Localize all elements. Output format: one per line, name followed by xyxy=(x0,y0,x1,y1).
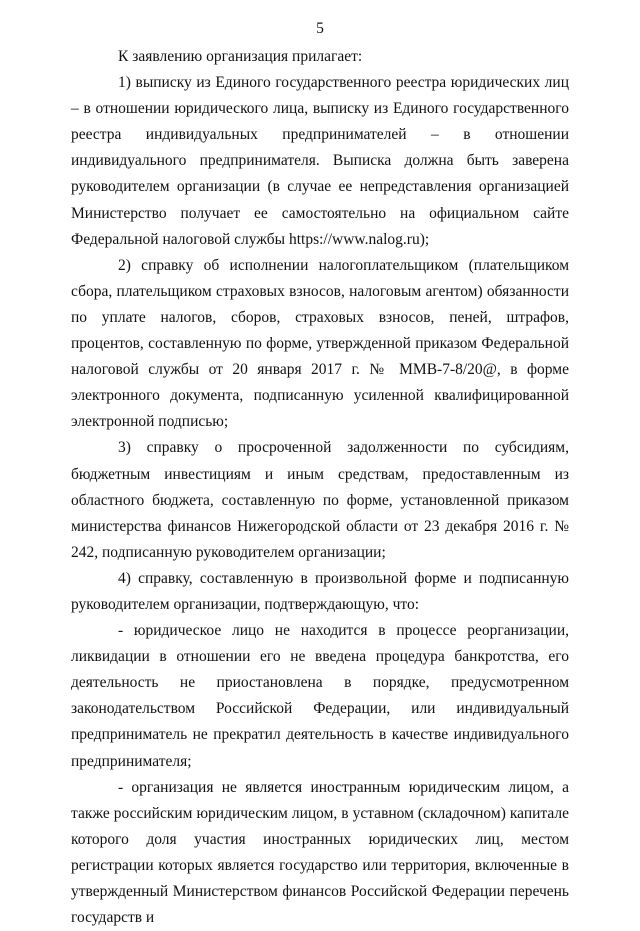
document-body xyxy=(71,44,569,931)
item-4-paragraph: 4) справку, составленную в произвольной форме и подписанную руководителем организации, подтверждающую, что: xyxy=(71,569,569,613)
page-number: 5 xyxy=(316,20,324,37)
item-1-paragraph: 1) выписку из Единого государственного реестра юридических лиц – в отношении юридического лица, выписку из Единого государственного реестра индивидуальных предпринимателей – в отношении индивидуального предпринимателя. Выписка должна быть заверена руководителем организации (в случае ее непредставления организацией Министерство получает ее самостоятельно на официальном сайте Федеральной налоговой службы https://www.nalog.ru); xyxy=(71,74,569,248)
item-2-paragraph: 2) справку об исполнении налогоплательщиком (плательщиком сбора, плательщиком страховых взносов, налоговым агентом) обязанности по уплате налогов, сборов, страховых взносов, пеней, штрафов, процентов, составленную по форме, утвержденной приказом Федеральной налоговой службы от 20 января 2017 г. № ММВ-7-8/20@, в форме электронного документа, подписанную усиленной квалифицированной электронной подписью; xyxy=(71,256,569,431)
item-4-bullet-1: - юридическое лицо не находится в процессе реорганизации, ликвидации в отношении его не введена процедура банкротства, его деятельность не приостановлена в порядке, предусмотренном законодательством Российской Федерации, или индивидуальный предприниматель не прекратил деятельность в качестве индивидуального предпринимателя; xyxy=(71,622,569,770)
item-4-bullet-2: - организация не является иностранным юридическим лицом, а также российским юридическим лицом, в уставном (складочном) капитале которого доля участия иностранных юридических лиц, местом регистрации которых является государство или территория, включенные в утвержденный Министерством финансов Российской Федерации перечень государств и xyxy=(71,778,569,927)
item-3-paragraph: 3) справку о просроченной задолженности по субсидиям, бюджетным инвестициям и иным средствам, предоставленным из областного бюджета, составленную по форме, установленной приказом министерства финансов Нижегородской области от 23 декабря 2016 г. № 242, подписанную руководителем организации; xyxy=(71,439,569,561)
intro-paragraph: К заявлению организация прилагает: xyxy=(118,48,363,65)
